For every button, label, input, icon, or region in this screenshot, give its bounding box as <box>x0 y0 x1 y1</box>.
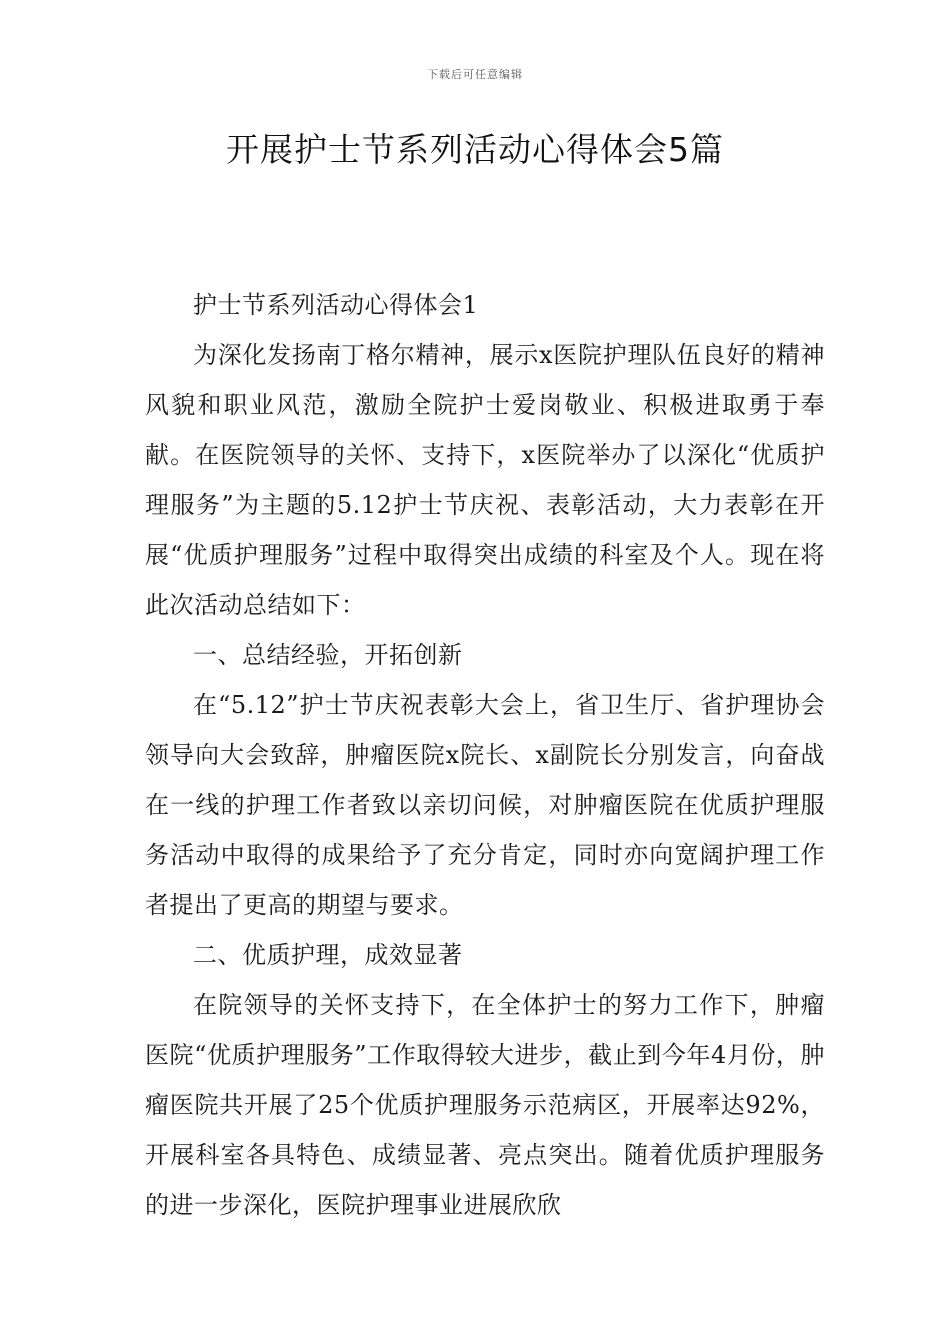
paragraph-one: 在“5.12”护士节庆祝表彰大会上，省卫生厅、省护理协会领导向大会致辞，肿瘤医院x院长、x副院长分别发言，向奋战在一线的护理工作者致以亲切问候，对肿瘤医院在优质护理服务活动中取得的成果给予了充分肯定，同时亦向宽阔护理工作者提出了更高的期望与要求。 <box>145 691 825 919</box>
document-body <box>145 280 825 1230</box>
paragraph-two: 在院领导的关怀支持下，在全体护士的努力工作下，肿瘤医院“优质护理服务”工作取得较大进步，截止到今年4月份，肿瘤医院共开展了25个优质护理服务示范病区，开展率达92%，开展科室各具特色、成绩显著、亮点突出。随着优质护理服务的进一步深化，医院护理事业进展欣欣 <box>145 991 825 1219</box>
heading-two: 二、优质护理，成效显著 <box>193 941 463 969</box>
paragraph-intro: 为深化发扬南丁格尔精神，展示x医院护理队伍良好的精神风貌和职业风范，激励全院护士爱岗敬业、积极进取勇于奉献。在医院领导的关怀、支持下，x医院举办了以深化“优质护理服务”为主题的5.12护士节庆祝、表彰活动，大力表彰在开展“优质护理服务”过程中取得突出成绩的科室及个人。现在将此次活动总结如下： <box>145 341 825 619</box>
document-title: 开展护士节系列活动心得体会5篇 <box>226 130 724 169</box>
section-title: 护士节系列活动心得体会1 <box>193 291 479 319</box>
header-note: 下载后可任意编辑 <box>427 68 523 81</box>
heading-one: 一、总结经验，开拓创新 <box>193 641 463 669</box>
